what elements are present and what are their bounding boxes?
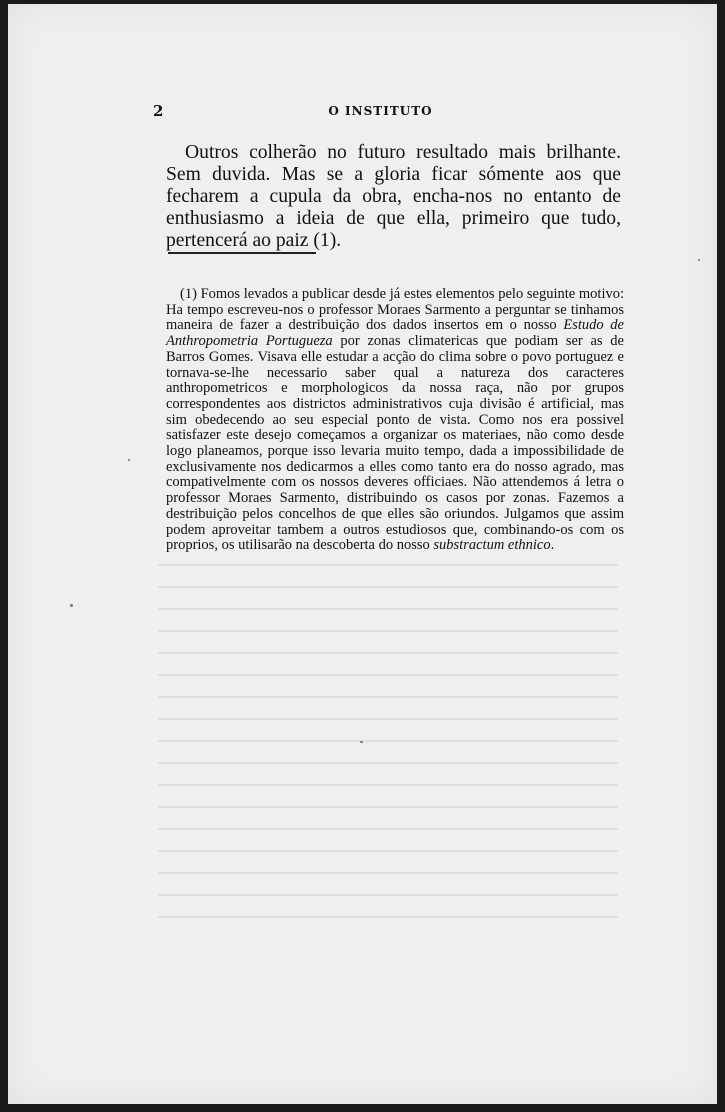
body-paragraph: Outros colherão no futuro resultado mais brilhante. Sem duvida. Mas se a gloria ficar sómente aos que fecharem a cupula da obra, encha-nos no entanto de enthusiasmo a ideia de que ella, primeiro que tudo, pertencerá ao paiz (1).: [166, 142, 621, 251]
show-through-text: [158, 564, 618, 964]
footnote-text: .: [550, 537, 555, 554]
page-number: 2: [153, 102, 164, 120]
footnote-text: (1) Fomos levados a publicar desde já estes elementos pelo seguinte motivo: Ha tempo escreveu-nos o professor Moraes Sarmento a perguntar se tinhamos maneira de fazer a destribuição dos dados insertos em o nosso: [166, 286, 624, 334]
footnote: [166, 287, 624, 554]
footnote-italic-term: substractum ethnico: [433, 537, 551, 554]
paper-speck: [128, 459, 130, 461]
header-title: O INSTITUTO: [328, 104, 433, 118]
paper-speck: [70, 604, 73, 607]
paper-speck: [360, 741, 363, 743]
paper-speck: [698, 259, 700, 261]
footnote-separator: [168, 252, 316, 254]
scanned-page: [8, 4, 717, 1104]
footnote-text: por zonas climatericas que podiam ser as de Barros Gomes. Visava elle estudar a acção do clima sobre o povo portuguez e tornava-se-lhe necessario saber qual a natureza dos caracteres anthropometricos e morphologicos da nossa raça, não por grupos correspondentes aos districtos administrativos cuja divisão é artificial, mas sim obedecendo ao seu especial ponto de vista. Como nos era possivel satisfazer este desejo começamos a organizar os materiaes, não como desde logo planeamos, porque isso levaria muito tempo, dada a impossibilidade de exclusivamente nos dedicarmos a elles como tanto era do nosso agrado, mas compativelmente com os nossos deveres officiaes. Não attendemos á letra o professor Moraes Sarmento, distribuindo os casos por zonas. Fazemos a destribuição pelos concelhos de que elles são oriundos. Julgamos que assim podem aproveitar tambem a outros estudiosos que, combinando-os com os proprios, os utilisarão na descoberta do nosso: [166, 333, 624, 554]
footnote-italic-title: Estudo de Anthropometria Portugueza: [166, 317, 624, 350]
